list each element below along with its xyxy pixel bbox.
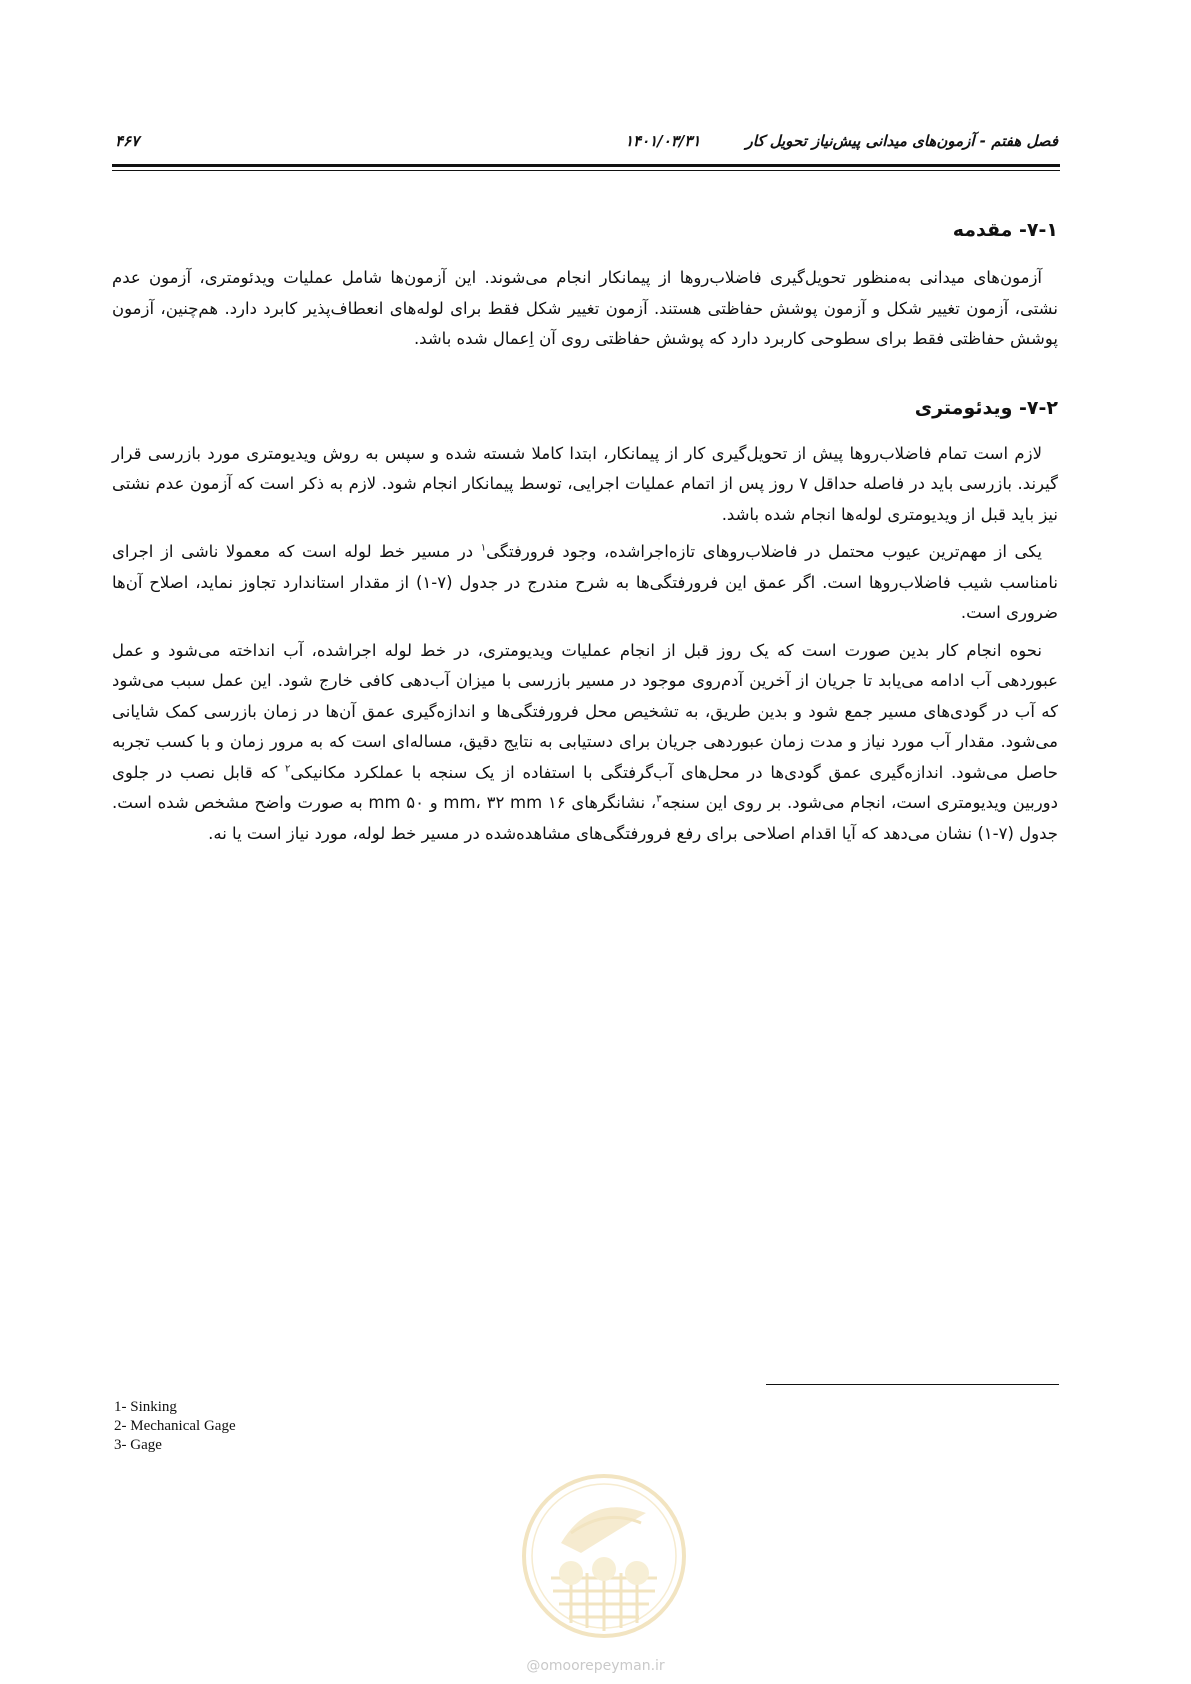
watermark-url: @omoorepeyman.ir xyxy=(526,1658,665,1674)
paragraph-text: نحوه انجام کار بدین صورت است که یک روز قبل از انجام عملیات ویدیومتری، در خط لوله اجراشده، آب انداخته می‌شود و عمل عبوردهی آب ادامه می‌یابد تا جریان از آخرین آدم‌روی موجود در مسیر بازرسی با میزان آب‌دهی کافی خارج شود. این عمل سبب می‌شود که آب در گودی‌های مسیر جمع شود و بدین طریق، به تشخیص محل فرورفتگی‌ها و اندازه‌گیری عمق آن‌ها در زمان بازرسی کمک شایانی می‌شود. مقدار آب مورد نیاز و مدت زمان عبوردهی جریان برای دستیابی به نتایج دقیق، مساله‌ای است که به مرور زمان و با کسب تجربه حاصل می‌شود. اندازه‌گیری عمق گودی‌ها در محل‌های آب‌گرفتگی با استفاده از یک سنجه با عملکرد مکانیکی xyxy=(112,640,1059,782)
page-header xyxy=(115,128,1058,154)
paragraph-text: که قابل نصب در جلوی دوربین ویدیومتری است، انجام می‌شود. بر روی این سنجه xyxy=(112,762,1058,812)
footnotes xyxy=(114,1398,236,1455)
paragraph-text: در مسیر خط لوله است که معمولا ناشی از اجرای نامناسب شیب فاضلاب‌روها است. اگر عمق این فرورفتگی‌ها به شرح مندرج در جدول (۷-۱) از مقدار استاندارد تجاوز نماید، اصلاح آن‌ها ضروری است. xyxy=(112,542,1058,622)
header-date: ۱۴۰۱/۰۳/۳۱ xyxy=(625,132,701,150)
header-rule-thick xyxy=(112,164,1060,167)
footnote-ref-2: ۲ xyxy=(284,763,291,774)
watermark-logo-icon xyxy=(521,1473,687,1639)
header-rule-thin xyxy=(112,170,1060,171)
paragraph-videometry-3 xyxy=(112,636,1058,850)
chapter-title: فصل هفتم - آزمون‌های میدانی پیش‌نیاز تحویل کار xyxy=(745,132,1058,150)
section-heading-videometry: ۷-۲- ویدئومتری xyxy=(914,396,1058,419)
footnote-2: 2- Mechanical Gage xyxy=(114,1418,236,1434)
footnote-ref-1: ۱ xyxy=(480,542,487,554)
paragraph-videometry-2 xyxy=(112,537,1058,629)
footnote-1: 1- Sinking xyxy=(114,1399,177,1415)
section-heading-introduction: ۷-۱- مقدمه xyxy=(952,219,1058,241)
footnote-3: 3- Gage xyxy=(114,1437,162,1453)
paragraph-introduction: آزمون‌های میدانی به‌منظور تحویل‌گیری فاضلاب‌روها از پیمانکار انجام می‌شوند. این آزمون‌ها شامل عملیات ویدئومتری، آزمون عدم نشتی، آزمون تغییر شکل و آزمون پوشش حفاظتی هستند. آزمون تغییر شکل فقط برای لوله‌های انعطاف‌پذیر کابرد دارد. هم‌چنین، آزمون پوشش حفاظتی فقط برای سطوحی کاربرد دارد که پوشش حفاظتی روی آن اِعمال شده باشد. xyxy=(112,268,1058,348)
paragraph-text: ، نشانگرهای ۱۶ mm، ۳۲ mm و ۵۰ mm به صورت واضح مشخص شده است. جدول (۷-۱) نشان می‌دهد که آیا اقدام اصلاحی برای رفع فرورفتگی‌های مشاهده‌شده در مسیر خط لوله، مورد نیاز است یا نه. xyxy=(112,793,1058,843)
page-number: ۴۶۷ xyxy=(115,132,140,150)
footnote-ref-3: ۳ xyxy=(656,793,662,805)
paragraph-text: یکی از مهم‌ترین عیوب محتمل در فاضلاب‌روهای تازه‌اجراشده، وجود فرورفتگی xyxy=(486,542,1042,561)
page-body xyxy=(112,215,1058,856)
footnote-separator xyxy=(766,1384,1059,1385)
paragraph-videometry-1: لازم است تمام فاضلاب‌روها پیش از تحویل‌گیری کار از پیمانکار، ابتدا کاملا شسته شده و سپس به روش ویدیومتری مورد بازرسی قرار گیرند. بازرسی باید در فاصله حداقل ۷ روز پس از اتمام عملیات اجرایی، توسط پیمانکار انجام شود. لازم به ذکر است که آزمون عدم نشتی نیز باید قبل از ویدیومتری لوله‌ها انجام شده باشد. xyxy=(112,443,1058,524)
